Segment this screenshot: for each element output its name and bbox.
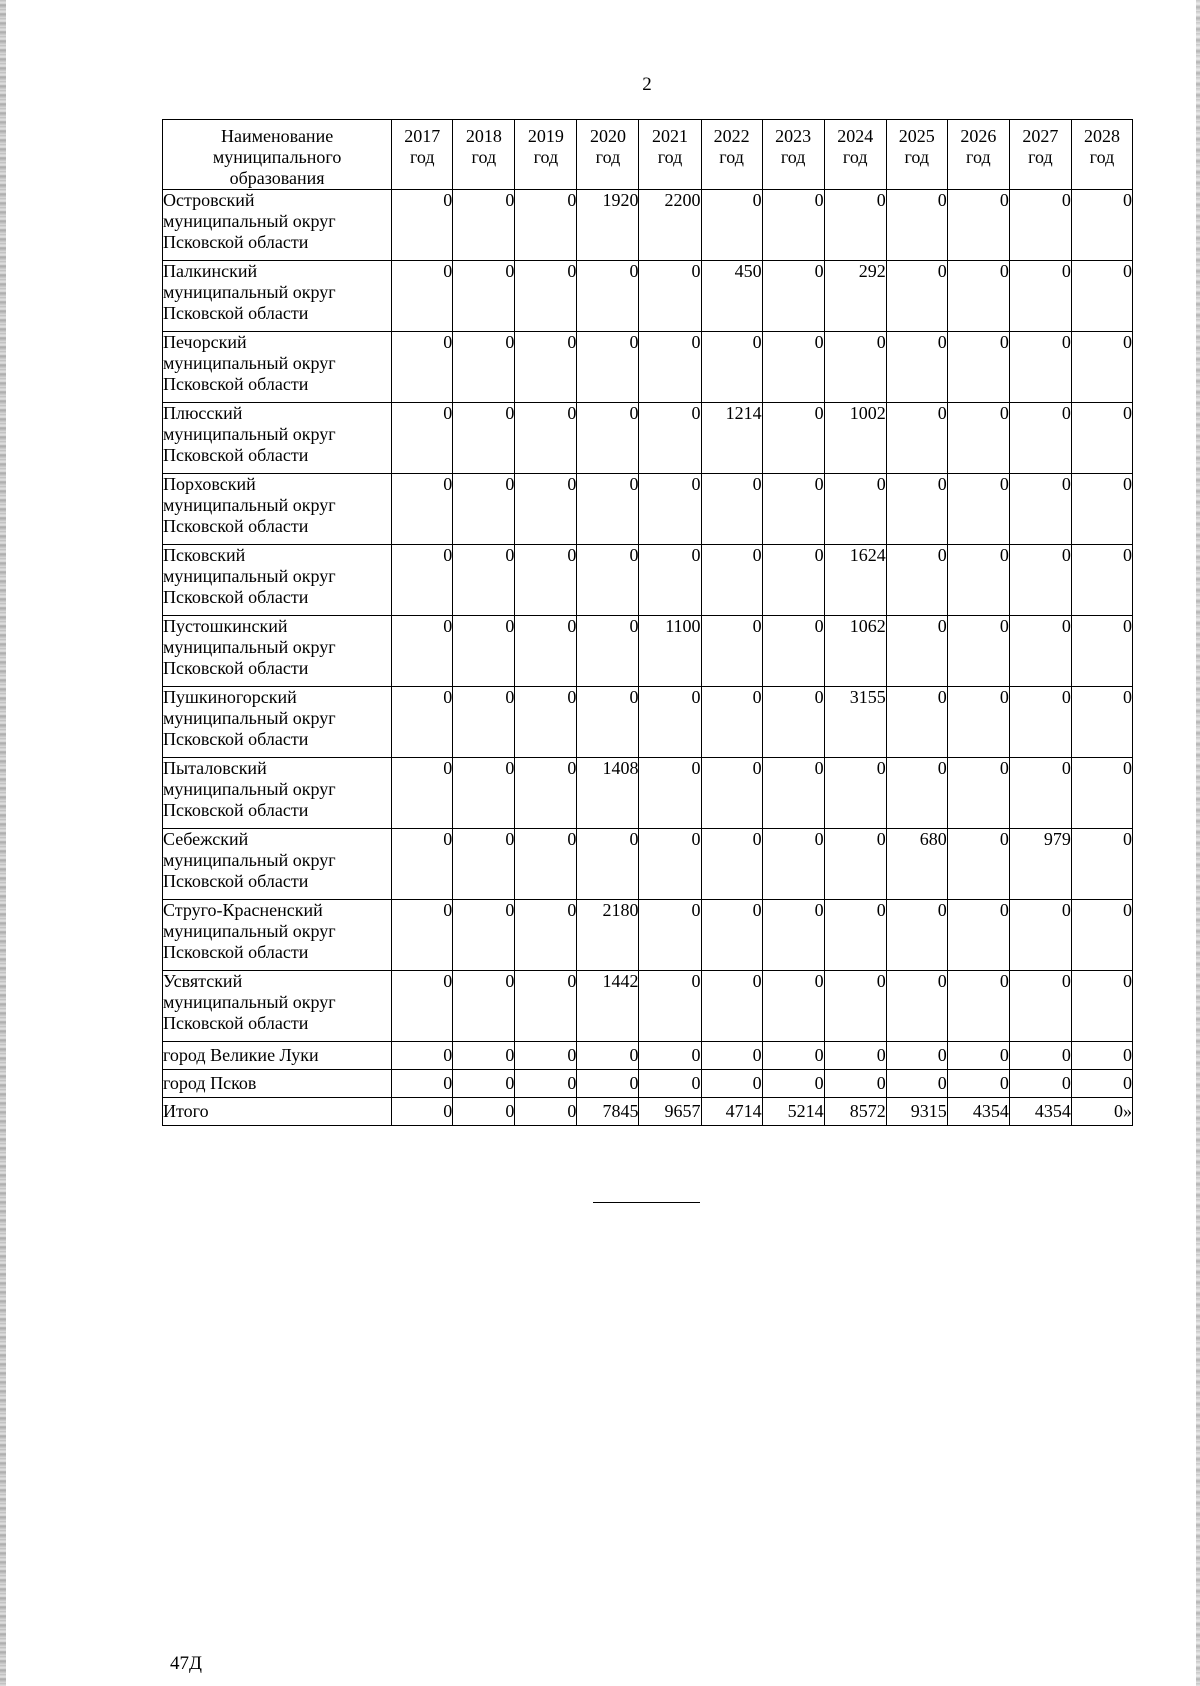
value-cell: 0 (886, 1070, 947, 1098)
value-cell: 0 (392, 261, 453, 332)
value-cell: 0 (1009, 1042, 1071, 1070)
value-cell: 0 (1009, 261, 1071, 332)
value-cell: 0 (1071, 829, 1132, 900)
value-cell: 0 (886, 687, 947, 758)
value-cell: 0 (947, 332, 1009, 403)
value-cell: 0 (1009, 900, 1071, 971)
value-cell: 0 (762, 332, 824, 403)
value-cell: 0 (762, 190, 824, 261)
value-cell: 0 (947, 474, 1009, 545)
table-row (163, 261, 1133, 332)
value-cell: 0 (453, 900, 515, 971)
scan-edge-right (1196, 0, 1200, 1686)
value-cell: 1408 (577, 758, 639, 829)
value-cell: 0 (392, 1098, 453, 1126)
value-cell: 0 (762, 474, 824, 545)
value-cell: 1214 (701, 403, 762, 474)
value-cell: 0 (1009, 190, 1071, 261)
value-cell: 0 (947, 1042, 1009, 1070)
municipality-name-cell: Усвятский муниципальный округ Псковской области (163, 971, 392, 1042)
value-cell: 0 (515, 1098, 577, 1126)
municipality-name-cell: Псковский муниципальный округ Псковской области (163, 545, 392, 616)
value-cell: 0 (577, 545, 639, 616)
column-header-year: 2023 год (762, 120, 824, 190)
value-cell: 0 (1071, 403, 1132, 474)
value-cell: 0 (1071, 687, 1132, 758)
municipality-name-cell: Пыталовский муниципальный округ Псковской области (163, 758, 392, 829)
value-cell: 0 (453, 403, 515, 474)
value-cell: 0 (639, 1070, 701, 1098)
value-cell: 0 (947, 616, 1009, 687)
page-number: 2 (642, 74, 652, 95)
value-cell: 0» (1071, 1098, 1132, 1126)
value-cell: 0 (701, 190, 762, 261)
value-cell: 0 (453, 687, 515, 758)
value-cell: 0 (515, 758, 577, 829)
municipality-name-cell: Печорский муниципальный округ Псковской области (163, 332, 392, 403)
value-cell: 9315 (886, 1098, 947, 1126)
value-cell: 0 (701, 545, 762, 616)
value-cell: 0 (392, 403, 453, 474)
table-row (163, 1098, 1133, 1126)
value-cell: 0 (453, 545, 515, 616)
value-cell: 0 (639, 545, 701, 616)
value-cell: 0 (701, 758, 762, 829)
value-cell: 0 (577, 1070, 639, 1098)
value-cell: 0 (1009, 474, 1071, 545)
value-cell: 0 (824, 971, 886, 1042)
value-cell: 0 (701, 900, 762, 971)
table-row (163, 971, 1133, 1042)
value-cell: 0 (515, 1070, 577, 1098)
value-cell: 0 (1071, 474, 1132, 545)
municipality-name-cell: Пушкиногорский муниципальный округ Псковской области (163, 687, 392, 758)
value-cell: 0 (762, 616, 824, 687)
value-cell: 680 (886, 829, 947, 900)
value-cell: 0 (947, 545, 1009, 616)
municipality-name-cell: Палкинский муниципальный округ Псковской области (163, 261, 392, 332)
value-cell: 0 (824, 900, 886, 971)
value-cell: 1442 (577, 971, 639, 1042)
value-cell: 0 (824, 332, 886, 403)
value-cell: 5214 (762, 1098, 824, 1126)
value-cell: 0 (392, 971, 453, 1042)
value-cell: 0 (1071, 190, 1132, 261)
table-row (163, 545, 1133, 616)
column-header-year: 2021 год (639, 120, 701, 190)
value-cell: 0 (701, 332, 762, 403)
column-header-year: 2020 год (577, 120, 639, 190)
value-cell: 0 (577, 829, 639, 900)
value-cell: 0 (947, 687, 1009, 758)
value-cell: 0 (515, 829, 577, 900)
value-cell: 0 (701, 1042, 762, 1070)
value-cell: 0 (639, 829, 701, 900)
value-cell: 0 (392, 545, 453, 616)
value-cell: 0 (392, 758, 453, 829)
value-cell: 0 (886, 474, 947, 545)
value-cell: 4354 (1009, 1098, 1071, 1126)
value-cell: 0 (515, 474, 577, 545)
value-cell: 0 (515, 261, 577, 332)
value-cell: 0 (639, 332, 701, 403)
value-cell: 0 (453, 758, 515, 829)
value-cell: 0 (762, 1042, 824, 1070)
value-cell: 0 (639, 900, 701, 971)
value-cell: 0 (947, 403, 1009, 474)
column-header-year: 2018 год (453, 120, 515, 190)
value-cell: 7845 (577, 1098, 639, 1126)
value-cell: 0 (701, 1070, 762, 1098)
value-cell: 0 (1009, 616, 1071, 687)
municipality-name-cell: Порховский муниципальный округ Псковской области (163, 474, 392, 545)
value-cell: 0 (515, 190, 577, 261)
value-cell: 0 (886, 403, 947, 474)
value-cell: 0 (1071, 1070, 1132, 1098)
municipality-name-cell: Островский муниципальный округ Псковской области (163, 190, 392, 261)
value-cell: 0 (453, 829, 515, 900)
value-cell: 0 (392, 1042, 453, 1070)
value-cell: 0 (1071, 332, 1132, 403)
value-cell: 0 (453, 474, 515, 545)
value-cell: 0 (515, 616, 577, 687)
value-cell: 2180 (577, 900, 639, 971)
table-row (163, 687, 1133, 758)
value-cell: 0 (762, 687, 824, 758)
value-cell: 0 (762, 545, 824, 616)
value-cell: 0 (1071, 616, 1132, 687)
municipality-name-cell: город Великие Луки (163, 1042, 392, 1070)
value-cell: 1624 (824, 545, 886, 616)
value-cell: 0 (1009, 758, 1071, 829)
value-cell: 0 (1009, 687, 1071, 758)
value-cell: 0 (1071, 261, 1132, 332)
value-cell: 0 (453, 1042, 515, 1070)
value-cell: 0 (639, 971, 701, 1042)
value-cell: 0 (886, 1042, 947, 1070)
value-cell: 0 (886, 616, 947, 687)
value-cell: 0 (762, 758, 824, 829)
value-cell: 0 (1009, 403, 1071, 474)
value-cell: 0 (886, 900, 947, 971)
value-cell: 0 (392, 1070, 453, 1098)
value-cell: 4714 (701, 1098, 762, 1126)
value-cell: 0 (577, 616, 639, 687)
value-cell: 0 (392, 829, 453, 900)
table-row (163, 332, 1133, 403)
table-body (163, 190, 1133, 1126)
value-cell: 0 (577, 332, 639, 403)
value-cell: 0 (886, 758, 947, 829)
value-cell: 0 (392, 900, 453, 971)
value-cell: 0 (947, 900, 1009, 971)
value-cell: 0 (639, 261, 701, 332)
value-cell: 0 (453, 616, 515, 687)
value-cell: 0 (639, 1042, 701, 1070)
value-cell: 0 (392, 332, 453, 403)
municipality-name-cell: Плюсский муниципальный округ Псковской области (163, 403, 392, 474)
column-header-year: 2025 год (886, 120, 947, 190)
value-cell: 979 (1009, 829, 1071, 900)
table-row (163, 403, 1133, 474)
value-cell: 1002 (824, 403, 886, 474)
value-cell: 0 (762, 261, 824, 332)
column-header-year: 2027 год (1009, 120, 1071, 190)
value-cell: 0 (392, 687, 453, 758)
table-row (163, 474, 1133, 545)
value-cell: 0 (392, 616, 453, 687)
municipality-name-cell: Итого (163, 1098, 392, 1126)
value-cell: 0 (824, 829, 886, 900)
value-cell: 0 (639, 403, 701, 474)
value-cell: 0 (392, 190, 453, 261)
value-cell: 0 (947, 758, 1009, 829)
value-cell: 292 (824, 261, 886, 332)
scan-edge-left (0, 0, 6, 1686)
value-cell: 0 (1071, 758, 1132, 829)
value-cell: 0 (886, 190, 947, 261)
value-cell: 0 (762, 1070, 824, 1098)
value-cell: 0 (886, 261, 947, 332)
value-cell: 0 (1071, 900, 1132, 971)
value-cell: 9657 (639, 1098, 701, 1126)
column-header-name: Наименование муниципального образования (163, 120, 392, 190)
value-cell: 0 (515, 900, 577, 971)
value-cell: 0 (824, 1070, 886, 1098)
value-cell: 0 (639, 687, 701, 758)
value-cell: 0 (453, 1098, 515, 1126)
column-header-year: 2024 год (824, 120, 886, 190)
municipality-name-cell: город Псков (163, 1070, 392, 1098)
value-cell: 0 (577, 687, 639, 758)
table-row (163, 758, 1133, 829)
value-cell: 0 (824, 190, 886, 261)
value-cell: 0 (1009, 971, 1071, 1042)
value-cell: 0 (1009, 1070, 1071, 1098)
value-cell: 0 (886, 971, 947, 1042)
value-cell: 0 (639, 758, 701, 829)
value-cell: 0 (577, 403, 639, 474)
value-cell: 0 (577, 261, 639, 332)
value-cell: 0 (762, 971, 824, 1042)
column-header-year: 2017 год (392, 120, 453, 190)
table-row (163, 616, 1133, 687)
value-cell: 1920 (577, 190, 639, 261)
value-cell: 0 (701, 616, 762, 687)
value-cell: 0 (886, 545, 947, 616)
value-cell: 8572 (824, 1098, 886, 1126)
value-cell: 0 (515, 332, 577, 403)
value-cell: 0 (701, 474, 762, 545)
value-cell: 1062 (824, 616, 886, 687)
value-cell: 450 (701, 261, 762, 332)
value-cell: 0 (947, 829, 1009, 900)
value-cell: 0 (515, 971, 577, 1042)
value-cell: 1100 (639, 616, 701, 687)
table-row (163, 190, 1133, 261)
value-cell: 3155 (824, 687, 886, 758)
value-cell: 2200 (639, 190, 701, 261)
document-code: 47Д (170, 1653, 202, 1674)
value-cell: 0 (947, 261, 1009, 332)
value-cell: 0 (577, 474, 639, 545)
value-cell: 0 (392, 474, 453, 545)
value-cell: 0 (515, 545, 577, 616)
value-cell: 0 (701, 971, 762, 1042)
municipality-name-cell: Себежский муниципальный округ Псковской области (163, 829, 392, 900)
column-header-year: 2019 год (515, 120, 577, 190)
column-header-year: 2022 год (701, 120, 762, 190)
value-cell: 0 (824, 474, 886, 545)
municipality-name-cell: Струго-Красненский муниципальный округ Псковской области (163, 900, 392, 971)
column-header-year: 2028 год (1071, 120, 1132, 190)
value-cell: 0 (577, 1042, 639, 1070)
table-row (163, 829, 1133, 900)
value-cell: 0 (453, 332, 515, 403)
value-cell: 0 (453, 1070, 515, 1098)
value-cell: 0 (824, 1042, 886, 1070)
value-cell: 0 (947, 971, 1009, 1042)
value-cell: 0 (1071, 971, 1132, 1042)
separator-line (593, 1202, 700, 1203)
value-cell: 0 (762, 829, 824, 900)
value-cell: 0 (453, 971, 515, 1042)
table-row (163, 1042, 1133, 1070)
value-cell: 0 (762, 900, 824, 971)
value-cell: 0 (701, 829, 762, 900)
municipality-name-cell: Пустошкинский муниципальный округ Псковской области (163, 616, 392, 687)
value-cell: 0 (515, 1042, 577, 1070)
value-cell: 0 (639, 474, 701, 545)
value-cell: 0 (947, 190, 1009, 261)
table-header-row (163, 120, 1133, 190)
value-cell: 0 (1071, 1042, 1132, 1070)
value-cell: 0 (762, 403, 824, 474)
value-cell: 0 (824, 758, 886, 829)
table-row (163, 1070, 1133, 1098)
value-cell: 0 (453, 190, 515, 261)
value-cell: 0 (515, 687, 577, 758)
value-cell: 0 (947, 1070, 1009, 1098)
value-cell: 0 (453, 261, 515, 332)
value-cell: 0 (701, 687, 762, 758)
table-row (163, 900, 1133, 971)
value-cell: 4354 (947, 1098, 1009, 1126)
value-cell: 0 (1009, 545, 1071, 616)
value-cell: 0 (1009, 332, 1071, 403)
value-cell: 0 (515, 403, 577, 474)
value-cell: 0 (886, 332, 947, 403)
value-cell: 0 (1071, 545, 1132, 616)
column-header-year: 2026 год (947, 120, 1009, 190)
data-table (162, 119, 1133, 1126)
